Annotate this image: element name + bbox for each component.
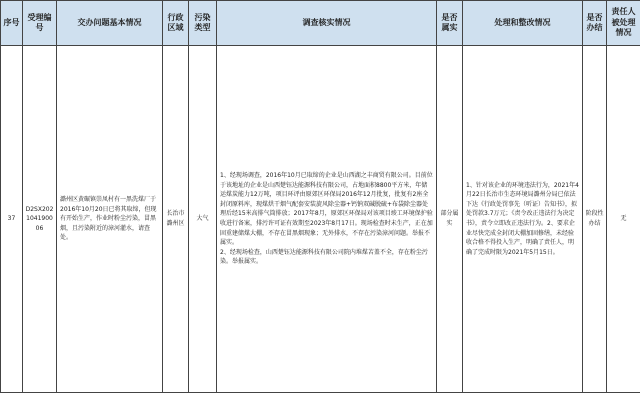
header-issue: 交办问题基本情况 xyxy=(57,1,163,46)
cell-issue: 潞州区黄碾镇崇凤村有一黑洗煤厂于2016年10月20日已将其取缔，但现有开始生产，作业时粉尘污染，冒黑烟，且污染附近的漳河灌水，请查处。 xyxy=(57,46,163,393)
header-case-no: 受理编号 xyxy=(23,1,57,46)
cell-seq: 37 xyxy=(1,46,23,393)
header-handling: 处理和整改情况 xyxy=(463,1,583,46)
table-row xyxy=(1,46,640,393)
header-investigation: 调查核实情况 xyxy=(217,1,437,46)
cell-accountability: 无 xyxy=(607,46,640,393)
header-accountability: 责任人被处理情况 xyxy=(607,1,640,46)
investigation-paragraph-2: 2、经现场检查，山西楚钰达能源科技有限公司院内堆煤苫盖不全，存在粉尘污染。举报属实。 xyxy=(220,248,428,266)
cell-case-no: D2SX202104190006 xyxy=(23,46,57,393)
header-seq: 序号 xyxy=(1,1,23,46)
header-pollution: 污染类型 xyxy=(189,1,217,46)
cell-region: 长治市潞州区 xyxy=(163,46,189,393)
cell-verified: 部分属实 xyxy=(437,46,463,393)
header-row xyxy=(1,1,640,46)
header-verified: 是否属实 xyxy=(437,1,463,46)
cell-investigation xyxy=(217,46,437,393)
cell-pollution: 大气 xyxy=(189,46,217,393)
header-region: 行政区域 xyxy=(163,1,189,46)
cell-closed: 阶段性办结 xyxy=(583,46,607,393)
cell-handling: 1、针对该企业的环境违法行为，2021年4月22日长治市生态环境局潞州分局已依法下达《行政处罚事先（听证）告知书》，拟处罚款3.7万元；《责令改正违法行为决定书》，责令立即改正违法行为。2、要求企业尽快完成全封闭大棚加固修缮，未经验收合格不得投入生产，明确了责任人，明确了完成时限为2021年5月15日。 xyxy=(463,46,583,393)
header-closed: 是否办结 xyxy=(583,1,607,46)
investigation-paragraph-1: 1、经现场调查，2016年10月已取缔的企业是山西湖之丰商贸有限公司。目前位于该地址的企业是山西楚钰达能源科技有限公司，占地面积8800平方米，年储运煤炭能力12万吨，项目环评由原郊区环保局2016年12月批复，批复有2座全封闭原料库，现煤烘干烟气配套安装旋风除尘器+钙钠双碱脱硫+布袋除尘器处理后经15米高排气筒排放；2017年8月，原郊区环保局对该项目竣工环境保护验收进行备案，排污许可证有效期至2023年8月17日。现场检查时未生产，正在加固重建储煤大棚，不存在冒黑烟现象；无外排水，不存在污染漳河问题。举报不属实。 xyxy=(220,172,433,247)
